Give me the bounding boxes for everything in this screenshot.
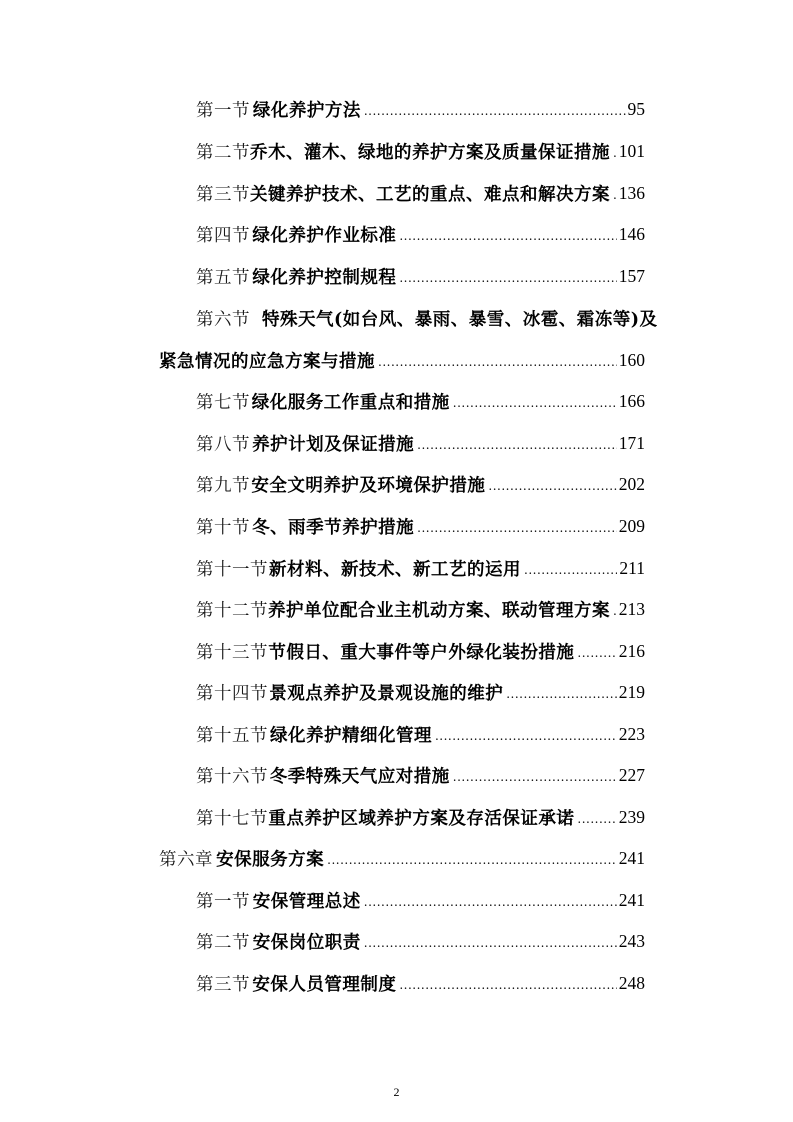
toc-entry[interactable] [196, 178, 645, 208]
toc-entry[interactable] [196, 636, 645, 666]
toc-entry-label: 第七节 [196, 392, 250, 413]
toc-entry-title: 绿化养护作业标准 [252, 225, 397, 246]
toc-entry-title: 乔木、灌木、绿地的养护方案及质量保证措施 [250, 142, 611, 163]
dot-leader [613, 604, 617, 624]
toc-entry[interactable] [196, 594, 645, 624]
toc-entry-title: 安保人员管理制度 [252, 974, 397, 995]
toc-entry-page: 160 [618, 349, 645, 370]
toc-entry[interactable] [196, 303, 673, 333]
toc-entry-page: 241 [618, 847, 645, 868]
toc-entry-label: 第三节 [196, 974, 250, 995]
dot-leader [417, 438, 617, 458]
toc-entry-label: 第六章 [159, 849, 213, 870]
toc-entry-page: 146 [618, 223, 645, 244]
toc-entry-page: 95 [627, 98, 645, 119]
toc-entry-title-continuation: 紧急情况的应急方案与措施 [159, 351, 375, 372]
toc-entry-page: 243 [618, 930, 645, 951]
toc-entry-label: 第六节 [196, 309, 250, 330]
toc-entry-title: 养护单位配合业主机动方案、联动管理方案 [268, 600, 611, 621]
toc-entry[interactable] [196, 94, 645, 124]
dot-leader [378, 355, 617, 375]
toc-entry-label: 第二节 [196, 932, 250, 953]
toc-entry-page: 213 [618, 598, 645, 619]
toc-entry[interactable] [196, 386, 645, 416]
toc-entry-label: 第一节 [196, 891, 250, 912]
toc-entry-label: 第十五节 [196, 725, 268, 746]
toc-entry-label: 第五节 [196, 267, 250, 288]
toc-entry-page: 211 [619, 557, 645, 578]
toc-entry-page: 136 [618, 182, 645, 203]
page-number: 2 [393, 1085, 400, 1099]
dot-leader [399, 271, 616, 291]
toc-entry-page: 239 [618, 806, 645, 827]
toc-entry[interactable] [196, 760, 645, 790]
toc-entry-title: 景观点养护及景观设施的维护 [269, 683, 504, 704]
toc-entry-label: 第一节 [196, 100, 250, 121]
toc-entry-title: 绿化养护精细化管理 [269, 725, 432, 746]
toc-entry-title: 重点养护区域养护方案及存活保证承诺 [268, 808, 575, 829]
toc-entry-page: 219 [618, 681, 645, 702]
toc-entry-label: 第十四节 [196, 683, 268, 704]
toc-entry[interactable] [196, 968, 645, 998]
toc-entry-title: 绿化养护方法 [252, 100, 361, 121]
dot-leader [417, 521, 617, 541]
dot-leader [327, 853, 617, 873]
toc-entry-title: 安保岗位职责 [252, 932, 361, 953]
toc-entry-page: 166 [618, 390, 645, 411]
toc-entry[interactable] [196, 261, 645, 291]
toc-entry-label: 第二节 [196, 142, 250, 163]
toc-entry[interactable] [196, 926, 645, 956]
toc-entry-label: 第十七节 [196, 808, 268, 829]
dot-leader [364, 104, 626, 124]
toc-entry-page: 171 [618, 432, 645, 453]
toc-entry-title: 新材料、新技术、新工艺的运用 [269, 559, 522, 580]
toc-entry-page: 223 [618, 723, 645, 744]
dot-leader [453, 770, 617, 790]
toc-entry-title: 绿化养护控制规程 [252, 267, 397, 288]
toc-entry-title: 安全文明养护及环境保护措施 [251, 475, 486, 496]
toc-entry-title: 节假日、重大事件等户外绿化装扮措施 [268, 642, 575, 663]
toc-entry-page: 157 [618, 265, 645, 286]
dot-leader [399, 978, 616, 998]
toc-entry-page: 202 [618, 473, 645, 494]
dot-leader [399, 229, 616, 249]
dot-leader [613, 188, 617, 208]
toc-chapter-entry[interactable] [159, 843, 645, 873]
dot-leader [453, 396, 617, 416]
toc-entry-label: 第八节 [196, 434, 250, 455]
toc-entry[interactable] [196, 469, 645, 499]
toc-entry[interactable] [196, 553, 645, 583]
toc-entry-label: 第三节 [196, 184, 250, 205]
dot-leader [364, 936, 617, 956]
toc-entry-page: 101 [618, 140, 645, 161]
dot-leader [577, 812, 616, 832]
toc-entry-label: 第十节 [196, 517, 250, 538]
toc-entry-label: 第十二节 [196, 600, 268, 621]
toc-entry-title: 绿化服务工作重点和措施 [251, 392, 450, 413]
toc-entry-page: 209 [618, 515, 645, 536]
dot-leader [613, 146, 617, 166]
toc-entry[interactable] [196, 428, 645, 458]
toc-entry-label: 第九节 [196, 475, 250, 496]
dot-leader [506, 687, 617, 707]
dot-leader [524, 563, 617, 583]
toc-entry-label: 第十三节 [196, 642, 268, 663]
toc-entry[interactable] [196, 136, 645, 166]
toc-entry-label: 第四节 [196, 225, 250, 246]
dot-leader [577, 646, 616, 666]
toc-entry-title: 养护计划及保证措施 [252, 434, 415, 455]
toc-entry-page: 227 [618, 764, 645, 785]
toc-entry[interactable] [196, 677, 645, 707]
toc-entry[interactable] [196, 719, 645, 749]
dot-leader [488, 479, 616, 499]
toc-entry[interactable] [196, 885, 645, 915]
toc-entry-continuation[interactable] [159, 345, 645, 375]
toc-entry-title: 安保管理总述 [252, 891, 361, 912]
toc-entry-title: 关键养护技术、工艺的重点、难点和解决方案 [250, 184, 611, 205]
toc-entry-label: 第十六节 [196, 766, 268, 787]
toc-entry-page: 248 [618, 972, 645, 993]
toc-entry-page: 241 [618, 889, 645, 910]
toc-entry[interactable] [196, 511, 645, 541]
toc-entry-title: 安保服务方案 [216, 849, 325, 870]
toc-entry-page: 216 [618, 640, 645, 661]
toc-entry-title: 特殊天气(如台风、暴雨、暴雪、冰雹、霜冻等)及 [262, 309, 658, 330]
dot-leader [364, 895, 617, 915]
toc-entry-title: 冬、雨季节养护措施 [252, 517, 415, 538]
toc-entry-label: 第十一节 [196, 559, 268, 580]
toc-entry[interactable] [196, 802, 645, 832]
dot-leader [435, 729, 617, 749]
toc-entry[interactable] [196, 219, 645, 249]
toc-entry-title: 冬季特殊天气应对措施 [269, 766, 450, 787]
